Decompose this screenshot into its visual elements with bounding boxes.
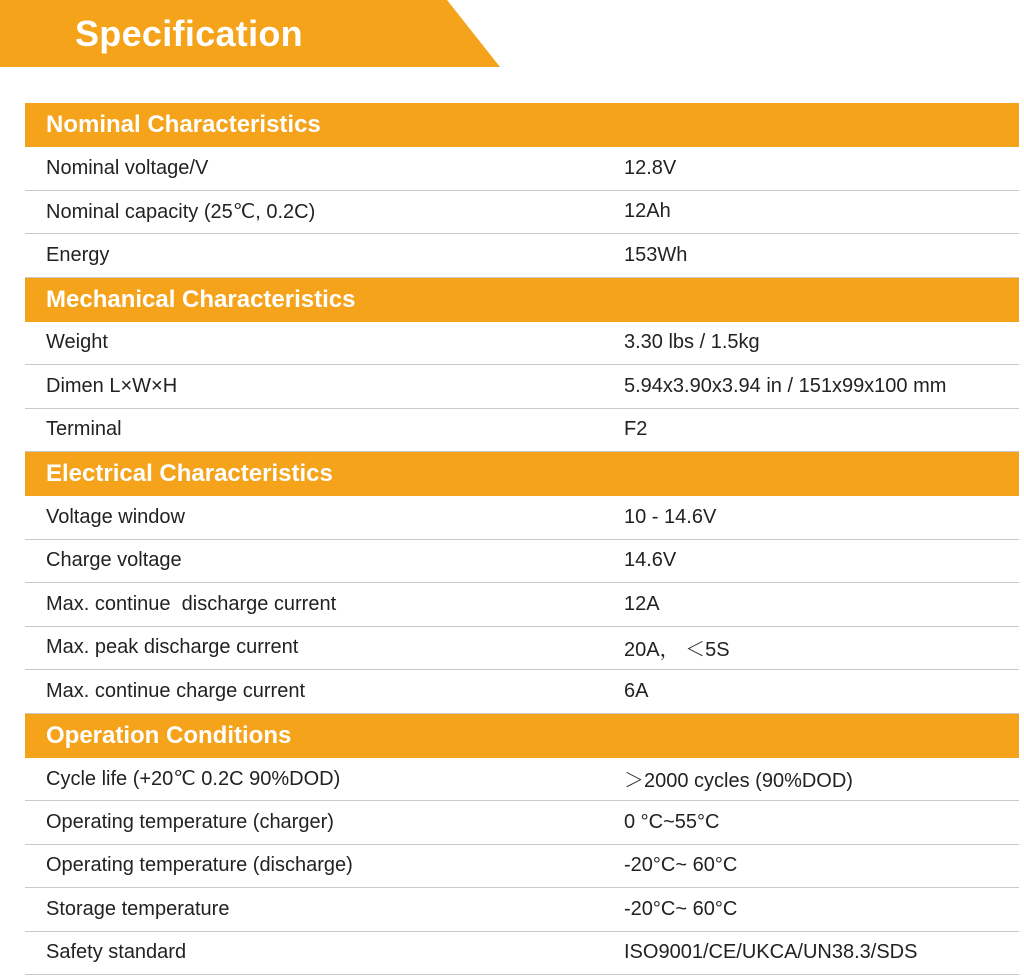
row-label: Max. peak discharge current <box>46 636 299 659</box>
row-label: Charge voltage <box>46 549 182 572</box>
row-label: Energy <box>46 243 110 266</box>
row-value: 3.30 lbs / 1.5kg <box>624 331 760 354</box>
row-label: Voltage window <box>46 505 185 528</box>
row-value: 20A， ＜5S <box>624 639 730 662</box>
row-value: ISO9001/CE/UKCA/UN38.3/SDS <box>624 941 918 964</box>
row-label: Nominal capacity (25℃, 0.2C) <box>46 201 316 224</box>
table-row <box>25 758 1019 802</box>
section-electrical <box>25 452 1019 714</box>
table-row <box>25 234 1019 278</box>
spec-table <box>25 103 1019 975</box>
row-label: Operating temperature (charger) <box>46 810 334 833</box>
row-label: Dimen L×W×H <box>46 374 178 397</box>
table-row <box>25 801 1019 845</box>
section-operation <box>25 714 1019 976</box>
table-row <box>25 932 1019 976</box>
row-label: Operating temperature (discharge) <box>46 854 353 877</box>
row-value: 10 - 14.6V <box>624 505 717 528</box>
section-header: Nominal Characteristics <box>25 103 1019 147</box>
row-value: 14.6V <box>624 549 677 572</box>
row-value: ＞2000 cycles (90%DOD) <box>624 770 853 793</box>
table-row <box>25 409 1019 453</box>
row-label: Cycle life (+20℃ 0.2C 90%DOD) <box>46 768 341 791</box>
row-label: Weight <box>46 331 108 354</box>
table-row <box>25 191 1019 235</box>
row-label: Safety standard <box>46 941 187 964</box>
row-value: -20°C~ 60°C <box>624 854 738 877</box>
row-value: 153Wh <box>624 243 688 266</box>
row-value: -20°C~ 60°C <box>624 897 738 920</box>
row-value: 12Ah <box>624 200 671 223</box>
row-label: Max. continue charge current <box>46 679 306 702</box>
section-nominal <box>25 103 1019 278</box>
page-title: Specification <box>75 13 303 54</box>
row-label: Terminal <box>46 418 122 441</box>
row-value: 0 °C~55°C <box>624 810 720 833</box>
table-row <box>25 147 1019 191</box>
table-row <box>25 627 1019 671</box>
row-label: Nominal voltage/V <box>46 156 209 179</box>
row-value: 12A <box>624 592 660 615</box>
section-mechanical <box>25 278 1019 453</box>
table-row <box>25 365 1019 409</box>
section-header: Operation Conditions <box>25 714 1019 758</box>
table-row <box>25 670 1019 714</box>
row-value: 5.94x3.90x3.94 in / 151x99x100 mm <box>624 374 947 397</box>
table-row <box>25 888 1019 932</box>
row-value: 6A <box>624 679 649 702</box>
table-row <box>25 322 1019 366</box>
table-row <box>25 540 1019 584</box>
table-row <box>25 845 1019 889</box>
table-row <box>25 496 1019 540</box>
row-label: Max. continue discharge current <box>46 592 337 615</box>
section-header: Mechanical Characteristics <box>25 278 1019 322</box>
title-banner <box>0 0 500 67</box>
section-header: Electrical Characteristics <box>25 452 1019 496</box>
table-row <box>25 583 1019 627</box>
row-label: Storage temperature <box>46 897 230 920</box>
row-value: 12.8V <box>624 156 677 179</box>
row-value: F2 <box>624 418 648 441</box>
